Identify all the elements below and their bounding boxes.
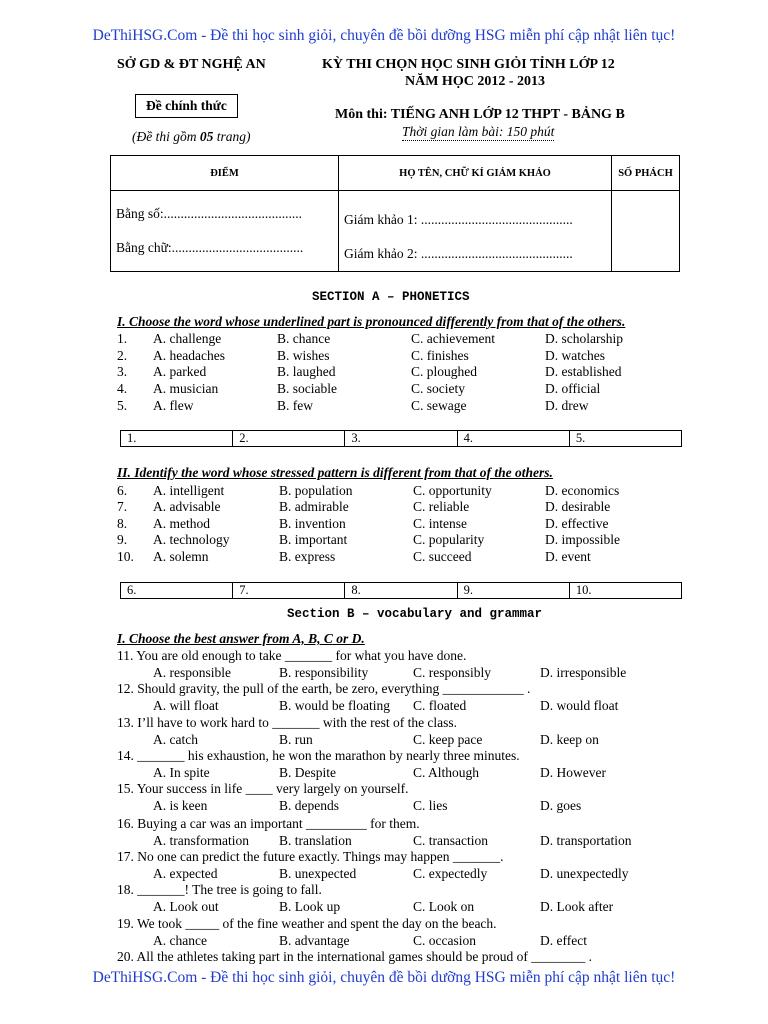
section-a-title: SECTION A – PHONETICS — [312, 290, 470, 304]
col-diem: ĐIỂM — [111, 156, 339, 191]
col-so-phach: SỐ PHÁCH — [612, 156, 680, 191]
giam-khao-2-field: Giám khảo 2: ............................................. — [344, 246, 573, 261]
col-giam-khao: HỌ TÊN, CHỮ KÍ GIÁM KHẢO — [339, 156, 612, 191]
page-count: (Đề thi gồm 05 trang) — [132, 129, 251, 144]
answer-box[interactable]: 5. — [569, 431, 681, 446]
question-text: 15. Your success in life ____ very largely on yourself. — [117, 781, 409, 796]
exam-title: KỲ THI CHỌN HỌC SINH GIỎI TỈNH LỚP 12 — [322, 57, 615, 72]
bang-chu-field: Bằng chữ:....................................... — [116, 240, 304, 255]
school-year: NĂM HỌC 2012 - 2013 — [405, 74, 545, 89]
answer-box[interactable]: 9. — [457, 583, 569, 598]
so-phach-cell — [612, 191, 680, 272]
subject-line: Môn thi: TIẾNG ANH LỚP 12 THPT - BẢNG B — [335, 107, 625, 122]
answer-boxes-a1 — [120, 430, 682, 447]
answer-box[interactable]: 2. — [232, 431, 344, 446]
question-text: 19. We took _____ of the fine weather and spent the day on the beach. — [117, 916, 497, 931]
question-text: 18. _______! The tree is going to fall. — [117, 882, 322, 897]
question-text: 12. Should gravity, the pull of the earth, be zero, everything ____________ . — [117, 681, 531, 696]
time-limit: Thời gian làm bài: 150 phút — [402, 124, 555, 139]
section-b-title: Section B – vocabulary and grammar — [287, 607, 543, 621]
part-a2-instruction: II. Identify the word whose stressed pattern is different from that of the others. — [117, 465, 553, 480]
bang-so-field: Bằng số:......................................... — [116, 206, 303, 221]
giam-khao-1-field: Giám khảo 1: ............................................. — [344, 212, 573, 227]
department: SỞ GD & ĐT NGHỆ AN — [117, 57, 266, 72]
answer-boxes-a2 — [120, 582, 682, 599]
official-label: Đề chính thức — [135, 94, 238, 118]
question-text: 16. Buying a car was an important _________ for them. — [117, 816, 420, 831]
part-a1-instruction: I. Choose the word whose underlined part is pronounced differently from that of the others. — [117, 314, 626, 329]
answer-box[interactable]: 4. — [457, 431, 569, 446]
answer-box[interactable]: 3. — [344, 431, 456, 446]
part-b1-instruction: I. Choose the best answer from A, B, C or D. — [117, 631, 365, 646]
question-text: 13. I’ll have to work hard to _______ with the rest of the class. — [117, 715, 458, 730]
bottom-banner: DeThiHSG.Com - Đề thi học sinh giỏi, chuyên đề bồi dưỡng HSG miễn phí cập nhật liên tục! — [92, 969, 676, 986]
answer-box[interactable]: 7. — [232, 583, 344, 598]
answer-box[interactable]: 10. — [569, 583, 681, 598]
answer-box[interactable]: 8. — [344, 583, 456, 598]
answer-box[interactable]: 1. — [127, 431, 137, 445]
question-text: 11. You are old enough to take _______ for what you have done. — [117, 648, 467, 663]
question-text: 20. All the athletes taking part in the international games should be proud of ________ . — [117, 949, 593, 964]
answer-box[interactable]: 6. — [127, 583, 137, 597]
score-table — [110, 155, 680, 272]
question-text: 14. _______ his exhaustion, he won the marathon by nearly three minutes. — [117, 748, 520, 763]
question-text: 17. No one can predict the future exactly. Things may happen _______. — [117, 849, 504, 864]
top-banner: DeThiHSG.Com - Đề thi học sinh giỏi, chuyên đề bồi dưỡng HSG miễn phí cập nhật liên tục! — [92, 27, 676, 44]
